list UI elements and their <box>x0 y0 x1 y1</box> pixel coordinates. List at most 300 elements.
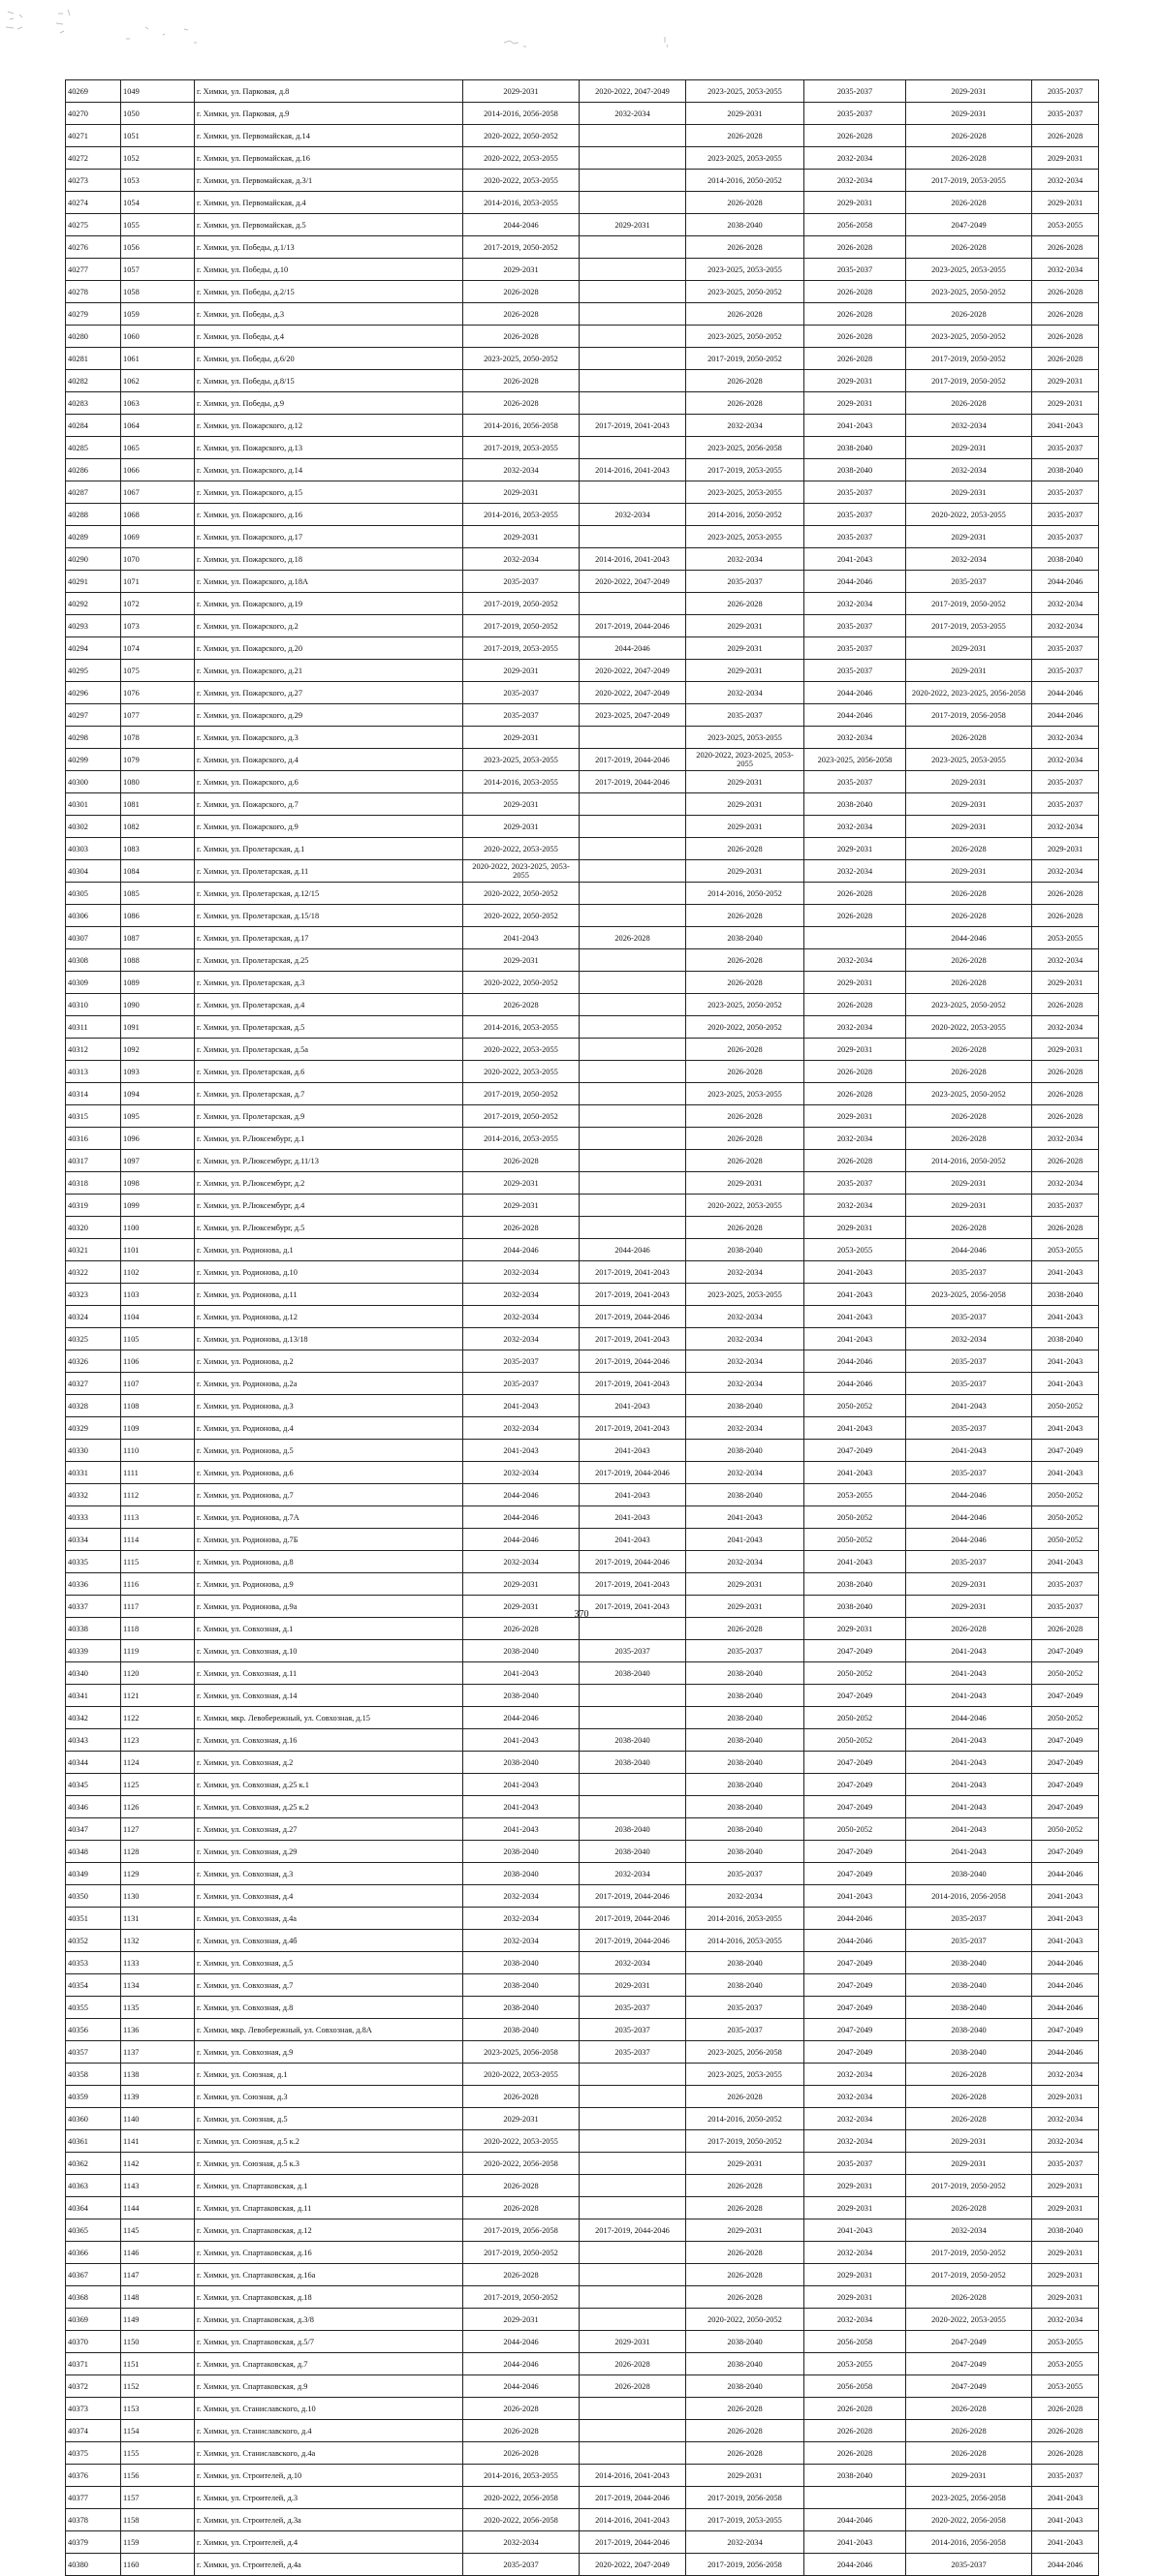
record-number-cell: 40288 <box>66 504 121 526</box>
period-cell-2 <box>580 2153 686 2175</box>
period-cell-1: 2020-2022, 2053-2055 <box>463 147 580 170</box>
address-cell: г. Химки, ул. Пролетарская, д.25 <box>195 949 463 972</box>
address-cell: г. Химки, ул. Пролетарская, д.5 <box>195 1016 463 1039</box>
period-cell-2 <box>580 2064 686 2086</box>
table-row <box>66 1261 1099 1284</box>
period-cell-1: 2029-2031 <box>463 80 580 103</box>
address-cell: г. Химки, ул. Совхозная, д.14 <box>195 1685 463 1707</box>
house-number-cell: 1152 <box>121 2375 195 2398</box>
house-number-cell: 1075 <box>121 660 195 682</box>
table-row <box>66 749 1099 771</box>
record-number-cell: 40280 <box>66 326 121 348</box>
period-cell-3: 2035-2037 <box>686 1997 804 2019</box>
period-cell-5: 2044-2046 <box>906 1529 1032 1551</box>
period-cell-4: 2047-2049 <box>804 1440 906 1462</box>
period-cell-2 <box>580 2242 686 2264</box>
record-number-cell: 40275 <box>66 214 121 236</box>
period-cell-3: 2014-2016, 2050-2052 <box>686 504 804 526</box>
period-cell-5: 2029-2031 <box>906 1195 1032 1217</box>
period-cell-4: 2038-2040 <box>804 793 906 816</box>
period-cell-5: 2023-2025, 2053-2055 <box>906 749 1032 771</box>
period-cell-5: 2047-2049 <box>906 2375 1032 2398</box>
period-cell-4: 2041-2043 <box>804 548 906 571</box>
period-cell-4: 2044-2046 <box>804 682 906 704</box>
table-row <box>66 1350 1099 1373</box>
period-cell-5: 2017-2019, 2050-2052 <box>906 370 1032 392</box>
record-number-cell: 40326 <box>66 1350 121 1373</box>
record-number-cell: 40324 <box>66 1306 121 1328</box>
period-cell-2: 2038-2040 <box>580 1841 686 1863</box>
period-cell-3: 2038-2040 <box>686 2375 804 2398</box>
period-cell-1: 2041-2043 <box>463 927 580 949</box>
period-cell-6: 2035-2037 <box>1032 1596 1099 1618</box>
address-cell: г. Химки, ул. Пролетарская, д.15/18 <box>195 905 463 927</box>
period-cell-2: 2026-2028 <box>580 927 686 949</box>
record-number-cell: 40334 <box>66 1529 121 1551</box>
period-cell-5: 2026-2028 <box>906 905 1032 927</box>
period-cell-5: 2035-2037 <box>906 1551 1032 1573</box>
period-cell-2 <box>580 303 686 326</box>
table-row <box>66 103 1099 125</box>
period-cell-6: 2047-2049 <box>1032 1440 1099 1462</box>
period-cell-6: 2032-2034 <box>1032 816 1099 838</box>
house-number-cell: 1067 <box>121 481 195 504</box>
period-cell-5: 2020-2022, 2053-2055 <box>906 2309 1032 2331</box>
period-cell-4 <box>804 927 906 949</box>
period-cell-3: 2023-2025, 2053-2055 <box>686 727 804 749</box>
table-row <box>66 883 1099 905</box>
period-cell-4: 2044-2046 <box>804 1350 906 1373</box>
period-cell-3: 2017-2019, 2053-2055 <box>686 2509 804 2531</box>
address-cell: г. Химки, ул. Победы, д.6/20 <box>195 348 463 370</box>
period-cell-4: 2032-2034 <box>804 2130 906 2153</box>
period-cell-1: 2044-2046 <box>463 1484 580 1506</box>
house-number-cell: 1142 <box>121 2153 195 2175</box>
house-number-cell: 1158 <box>121 2509 195 2531</box>
address-cell: г. Химки, ул. Пожарского, д.9 <box>195 816 463 838</box>
house-number-cell: 1113 <box>121 1506 195 1529</box>
period-cell-2: 2017-2019, 2041-2043 <box>580 1373 686 1395</box>
period-cell-4: 2032-2034 <box>804 2108 906 2130</box>
address-cell: г. Химки, ул. Станиславского, д.4 <box>195 2420 463 2442</box>
address-cell: г. Химки, ул. Родионова, д.13/18 <box>195 1328 463 1350</box>
period-cell-2: 2020-2022, 2047-2049 <box>580 571 686 593</box>
period-cell-6: 2050-2052 <box>1032 1484 1099 1506</box>
period-cell-2 <box>580 1061 686 1083</box>
record-number-cell: 40342 <box>66 1707 121 1729</box>
period-cell-4: 2044-2046 <box>804 704 906 727</box>
period-cell-5: 2044-2046 <box>906 1239 1032 1261</box>
period-cell-6: 2044-2046 <box>1032 1952 1099 1974</box>
period-cell-5: 2035-2037 <box>906 2554 1032 2576</box>
period-cell-6: 2050-2052 <box>1032 1529 1099 1551</box>
period-cell-4: 2026-2028 <box>804 905 906 927</box>
record-number-cell: 40359 <box>66 2086 121 2108</box>
period-cell-3: 2032-2034 <box>686 1261 804 1284</box>
house-number-cell: 1102 <box>121 1261 195 1284</box>
period-cell-6: 2029-2031 <box>1032 370 1099 392</box>
house-number-cell: 1145 <box>121 2219 195 2242</box>
record-number-cell: 40316 <box>66 1128 121 1150</box>
period-cell-5: 2041-2043 <box>906 1752 1032 1774</box>
record-number-cell: 40317 <box>66 1150 121 1172</box>
house-number-cell: 1082 <box>121 816 195 838</box>
house-number-cell: 1124 <box>121 1752 195 1774</box>
period-cell-3: 2017-2019, 2053-2055 <box>686 459 804 481</box>
period-cell-4: 2047-2049 <box>804 1863 906 1885</box>
period-cell-5: 2026-2028 <box>906 949 1032 972</box>
period-cell-2 <box>580 326 686 348</box>
table-row <box>66 2398 1099 2420</box>
period-cell-2: 2017-2019, 2041-2043 <box>580 1284 686 1306</box>
period-cell-6: 2026-2028 <box>1032 2420 1099 2442</box>
period-cell-4: 2050-2052 <box>804 1707 906 1729</box>
house-number-cell: 1153 <box>121 2398 195 2420</box>
period-cell-1: 2023-2025, 2056-2058 <box>463 2041 580 2064</box>
period-cell-1: 2029-2031 <box>463 1195 580 1217</box>
table-row <box>66 1551 1099 1573</box>
record-number-cell: 40356 <box>66 2019 121 2041</box>
period-cell-2: 2017-2019, 2041-2043 <box>580 1261 686 1284</box>
house-number-cell: 1074 <box>121 637 195 660</box>
period-cell-5: 2017-2019, 2050-2052 <box>906 2175 1032 2197</box>
period-cell-6: 2050-2052 <box>1032 1662 1099 1685</box>
period-cell-2: 2020-2022, 2047-2049 <box>580 80 686 103</box>
house-number-cell: 1134 <box>121 1974 195 1997</box>
address-cell: г. Химки, ул. Пролетарская, д.6 <box>195 1061 463 1083</box>
house-number-cell: 1130 <box>121 1885 195 1908</box>
table-row <box>66 1618 1099 1640</box>
period-cell-2 <box>580 816 686 838</box>
record-number-cell: 40304 <box>66 860 121 883</box>
period-cell-3: 2032-2034 <box>686 1350 804 1373</box>
period-cell-3: 2026-2028 <box>686 2442 804 2465</box>
house-number-cell: 1073 <box>121 615 195 637</box>
table-row <box>66 2331 1099 2353</box>
address-cell: г. Химки, ул. Союзная, д.5 к.2 <box>195 2130 463 2153</box>
address-cell: г. Химки, ул. Спартаковская, д.3/8 <box>195 2309 463 2331</box>
period-cell-3: 2026-2028 <box>686 1150 804 1172</box>
house-number-cell: 1050 <box>121 103 195 125</box>
period-cell-1: 2038-2040 <box>463 1841 580 1863</box>
period-cell-6: 2026-2028 <box>1032 281 1099 303</box>
address-cell: г. Химки, ул. Р.Люксембург, д.1 <box>195 1128 463 1150</box>
record-number-cell: 40284 <box>66 415 121 437</box>
period-cell-4: 2029-2031 <box>804 1105 906 1128</box>
period-cell-6: 2041-2043 <box>1032 2509 1099 2531</box>
address-cell: г. Химки, ул. Совхозная, д.16 <box>195 1729 463 1752</box>
address-cell: г. Химки, ул. Родионова, д.11 <box>195 1284 463 1306</box>
table-row <box>66 1774 1099 1796</box>
period-cell-1: 2032-2034 <box>463 1306 580 1328</box>
table-row <box>66 1016 1099 1039</box>
table-row <box>66 1930 1099 1952</box>
period-cell-6: 2032-2034 <box>1032 1172 1099 1195</box>
period-cell-2 <box>580 526 686 548</box>
period-cell-5: 2029-2031 <box>906 1172 1032 1195</box>
address-cell: г. Химки, ул. Союзная, д.5 <box>195 2108 463 2130</box>
period-cell-3: 2026-2028 <box>686 392 804 415</box>
address-cell: г. Химки, ул. Пролетарская, д.3 <box>195 972 463 994</box>
period-cell-6: 2035-2037 <box>1032 504 1099 526</box>
house-number-cell: 1064 <box>121 415 195 437</box>
period-cell-1: 2038-2040 <box>463 1863 580 1885</box>
period-cell-4: 2056-2058 <box>804 214 906 236</box>
period-cell-1: 2035-2037 <box>463 1373 580 1395</box>
period-cell-2: 2020-2022, 2047-2049 <box>580 660 686 682</box>
period-cell-2: 2017-2019, 2044-2046 <box>580 1306 686 1328</box>
period-cell-2 <box>580 1796 686 1818</box>
period-cell-5: 2026-2028 <box>906 727 1032 749</box>
house-number-cell: 1056 <box>121 236 195 259</box>
period-cell-2 <box>580 1195 686 1217</box>
period-cell-1: 2026-2028 <box>463 2442 580 2465</box>
table-row <box>66 905 1099 927</box>
period-cell-1: 2017-2019, 2053-2055 <box>463 437 580 459</box>
period-cell-5: 2032-2034 <box>906 1328 1032 1350</box>
period-cell-4: 2056-2058 <box>804 2331 906 2353</box>
period-cell-3: 2029-2031 <box>686 860 804 883</box>
period-cell-4: 2044-2046 <box>804 1373 906 1395</box>
period-cell-1: 2014-2016, 2053-2055 <box>463 1128 580 1150</box>
table-row <box>66 1039 1099 1061</box>
period-cell-1: 2020-2022, 2053-2055 <box>463 838 580 860</box>
period-cell-2 <box>580 437 686 459</box>
period-cell-3: 2026-2028 <box>686 2398 804 2420</box>
period-cell-4: 2035-2037 <box>804 660 906 682</box>
address-cell: г. Химки, ул. Первомайская, д.3/1 <box>195 170 463 192</box>
period-cell-3: 2026-2028 <box>686 1061 804 1083</box>
period-cell-3: 2038-2040 <box>686 927 804 949</box>
period-cell-3: 2029-2031 <box>686 637 804 660</box>
record-number-cell: 40337 <box>66 1596 121 1618</box>
period-cell-1: 2023-2025, 2050-2052 <box>463 348 580 370</box>
address-cell: г. Химки, ул. Родионова, д.9 <box>195 1573 463 1596</box>
period-cell-6: 2050-2052 <box>1032 1707 1099 1729</box>
record-number-cell: 40352 <box>66 1930 121 1952</box>
period-cell-3: 2020-2022, 2050-2052 <box>686 1016 804 1039</box>
period-cell-4: 2032-2034 <box>804 2064 906 2086</box>
table-row <box>66 504 1099 526</box>
period-cell-3: 2038-2040 <box>686 1752 804 1774</box>
period-cell-2: 2041-2043 <box>580 1506 686 1529</box>
period-cell-1: 2041-2043 <box>463 1440 580 1462</box>
house-number-cell: 1062 <box>121 370 195 392</box>
period-cell-5: 2026-2028 <box>906 972 1032 994</box>
period-cell-6: 2041-2043 <box>1032 1261 1099 1284</box>
period-cell-5: 2041-2043 <box>906 1841 1032 1863</box>
period-cell-6: 2029-2031 <box>1032 2175 1099 2197</box>
period-cell-5: 2047-2049 <box>906 214 1032 236</box>
house-number-cell: 1087 <box>121 927 195 949</box>
period-cell-1: 2035-2037 <box>463 704 580 727</box>
house-number-cell: 1149 <box>121 2309 195 2331</box>
period-cell-5: 2047-2049 <box>906 2331 1032 2353</box>
period-cell-4: 2038-2040 <box>804 437 906 459</box>
period-cell-6: 2029-2031 <box>1032 2086 1099 2108</box>
period-cell-2 <box>580 2442 686 2465</box>
page-number: 370 <box>574 1609 589 1620</box>
period-cell-6: 2041-2043 <box>1032 1306 1099 1328</box>
period-cell-5: 2029-2031 <box>906 637 1032 660</box>
period-cell-3: 2032-2034 <box>686 1373 804 1395</box>
period-cell-6: 2044-2046 <box>1032 682 1099 704</box>
period-cell-3: 2023-2025, 2053-2055 <box>686 1083 804 1105</box>
period-cell-6: 2041-2043 <box>1032 1350 1099 1373</box>
period-cell-5: 2017-2019, 2050-2052 <box>906 2242 1032 2264</box>
period-cell-2 <box>580 2175 686 2197</box>
period-cell-3: 2017-2019, 2050-2052 <box>686 348 804 370</box>
address-cell: г. Химки, ул. Спартаковская, д.18 <box>195 2286 463 2309</box>
address-cell: г. Химки, ул. Пролетарская, д.17 <box>195 927 463 949</box>
period-cell-5: 2026-2028 <box>906 838 1032 860</box>
period-cell-5: 2014-2016, 2056-2058 <box>906 1885 1032 1908</box>
period-cell-6: 2026-2028 <box>1032 2442 1099 2465</box>
house-number-cell: 1099 <box>121 1195 195 1217</box>
period-cell-4: 2047-2049 <box>804 1640 906 1662</box>
record-number-cell: 40365 <box>66 2219 121 2242</box>
period-cell-6: 2029-2031 <box>1032 972 1099 994</box>
house-number-cell: 1143 <box>121 2175 195 2197</box>
address-cell: г. Химки, ул. Победы, д.1/13 <box>195 236 463 259</box>
period-cell-6: 2053-2055 <box>1032 927 1099 949</box>
period-cell-5: 2029-2031 <box>906 103 1032 125</box>
house-number-cell: 1058 <box>121 281 195 303</box>
address-cell: г. Химки, ул. Совхозная, д.3 <box>195 1863 463 1885</box>
period-cell-4: 2047-2049 <box>804 1997 906 2019</box>
period-cell-4: 2044-2046 <box>804 571 906 593</box>
period-cell-6: 2038-2040 <box>1032 2219 1099 2242</box>
period-cell-3: 2026-2028 <box>686 972 804 994</box>
address-cell: г. Химки, ул. Союзная, д.5 к.3 <box>195 2153 463 2175</box>
address-cell: г. Химки, мкр. Левобережный, ул. Совхозная, д.8А <box>195 2019 463 2041</box>
period-cell-2: 2041-2043 <box>580 1529 686 1551</box>
period-cell-2 <box>580 727 686 749</box>
period-cell-4: 2041-2043 <box>804 1417 906 1440</box>
house-number-cell: 1104 <box>121 1306 195 1328</box>
period-cell-1: 2017-2019, 2050-2052 <box>463 615 580 637</box>
house-number-cell: 1081 <box>121 793 195 816</box>
table-row <box>66 838 1099 860</box>
address-cell: г. Химки, ул. Спартаковская, д.7 <box>195 2353 463 2375</box>
period-cell-5: 2032-2034 <box>906 459 1032 481</box>
period-cell-1: 2026-2028 <box>463 1618 580 1640</box>
period-cell-2 <box>580 1039 686 1061</box>
address-cell: г. Химки, ул. Пожарского, д.7 <box>195 793 463 816</box>
period-cell-5: 2020-2022, 2056-2058 <box>906 2509 1032 2531</box>
period-cell-4: 2026-2028 <box>804 1061 906 1083</box>
period-cell-6: 2044-2046 <box>1032 2041 1099 2064</box>
period-cell-3: 2017-2019, 2056-2058 <box>686 2487 804 2509</box>
period-cell-3: 2020-2022, 2023-2025, 2053-2055 <box>686 749 804 771</box>
period-cell-6: 2026-2028 <box>1032 236 1099 259</box>
period-cell-6: 2053-2055 <box>1032 2375 1099 2398</box>
period-cell-2: 2035-2037 <box>580 1640 686 1662</box>
address-cell: г. Химки, ул. Первомайская, д.4 <box>195 192 463 214</box>
address-cell: г. Химки, ул. Спартаковская, д.11 <box>195 2197 463 2219</box>
record-number-cell: 40338 <box>66 1618 121 1640</box>
period-cell-2 <box>580 170 686 192</box>
period-cell-1: 2029-2031 <box>463 727 580 749</box>
period-cell-5: 2023-2025, 2056-2058 <box>906 1284 1032 1306</box>
period-cell-6: 2038-2040 <box>1032 1284 1099 1306</box>
period-cell-1: 2017-2019, 2050-2052 <box>463 236 580 259</box>
period-cell-2 <box>580 2197 686 2219</box>
table-row <box>66 548 1099 571</box>
period-cell-3: 2026-2028 <box>686 303 804 326</box>
period-cell-1: 2017-2019, 2050-2052 <box>463 2286 580 2309</box>
period-cell-3: 2032-2034 <box>686 548 804 571</box>
period-cell-4: 2035-2037 <box>804 504 906 526</box>
period-cell-6: 2029-2031 <box>1032 147 1099 170</box>
period-cell-4: 2053-2055 <box>804 1239 906 1261</box>
period-cell-5: 2014-2016, 2056-2058 <box>906 2531 1032 2554</box>
period-cell-2 <box>580 1685 686 1707</box>
table-row <box>66 1306 1099 1328</box>
record-number-cell: 40353 <box>66 1952 121 1974</box>
address-cell: г. Химки, ул. Пролетарская, д.12/15 <box>195 883 463 905</box>
period-cell-2: 2035-2037 <box>580 1997 686 2019</box>
house-number-cell: 1148 <box>121 2286 195 2309</box>
address-cell: г. Химки, ул. Спартаковская, д.12 <box>195 2219 463 2242</box>
house-number-cell: 1107 <box>121 1373 195 1395</box>
period-cell-5: 2029-2031 <box>906 1573 1032 1596</box>
period-cell-5: 2029-2031 <box>906 2465 1032 2487</box>
record-number-cell: 40323 <box>66 1284 121 1306</box>
table-row <box>66 1417 1099 1440</box>
period-cell-1: 2017-2019, 2050-2052 <box>463 2242 580 2264</box>
period-cell-6: 2029-2031 <box>1032 2242 1099 2264</box>
period-cell-6: 2041-2043 <box>1032 1551 1099 1573</box>
period-cell-4: 2032-2034 <box>804 949 906 972</box>
period-cell-1: 2017-2019, 2050-2052 <box>463 1083 580 1105</box>
address-cell: г. Химки, ул. Пожарского, д.27 <box>195 682 463 704</box>
table-row <box>66 727 1099 749</box>
period-cell-3: 2023-2025, 2056-2058 <box>686 437 804 459</box>
period-cell-6: 2047-2049 <box>1032 1796 1099 1818</box>
period-cell-3: 2023-2025, 2053-2055 <box>686 1284 804 1306</box>
record-number-cell: 40301 <box>66 793 121 816</box>
address-cell: г. Химки, ул. Станиславского, д.10 <box>195 2398 463 2420</box>
period-cell-4: 2032-2034 <box>804 1128 906 1150</box>
period-cell-5: 2035-2037 <box>906 1462 1032 1484</box>
house-number-cell: 1128 <box>121 1841 195 1863</box>
table-row <box>66 1083 1099 1105</box>
table-row <box>66 2420 1099 2442</box>
record-number-cell: 40374 <box>66 2420 121 2442</box>
table-row <box>66 392 1099 415</box>
period-cell-6: 2032-2034 <box>1032 593 1099 615</box>
period-cell-2 <box>580 1083 686 1105</box>
house-number-cell: 1076 <box>121 682 195 704</box>
house-number-cell: 1154 <box>121 2420 195 2442</box>
period-cell-1: 2032-2034 <box>463 1551 580 1573</box>
address-cell: г. Химки, ул. Совхозная, д.8 <box>195 1997 463 2019</box>
period-cell-4: 2032-2034 <box>804 860 906 883</box>
address-cell: г. Химки, ул. Пролетарская, д.5а <box>195 1039 463 1061</box>
period-cell-6: 2044-2046 <box>1032 1997 1099 2019</box>
table-row <box>66 303 1099 326</box>
period-cell-4: 2032-2034 <box>804 816 906 838</box>
house-number-cell: 1136 <box>121 2019 195 2041</box>
period-cell-1: 2032-2034 <box>463 1908 580 1930</box>
record-number-cell: 40363 <box>66 2175 121 2197</box>
address-cell: г. Химки, ул. Родионова, д.8 <box>195 1551 463 1573</box>
address-cell: г. Химки, мкр. Левобережный, ул. Совхозная, д.15 <box>195 1707 463 1729</box>
period-cell-1: 2035-2037 <box>463 2554 580 2576</box>
record-number-cell: 40376 <box>66 2465 121 2487</box>
period-cell-6: 2032-2034 <box>1032 2309 1099 2331</box>
